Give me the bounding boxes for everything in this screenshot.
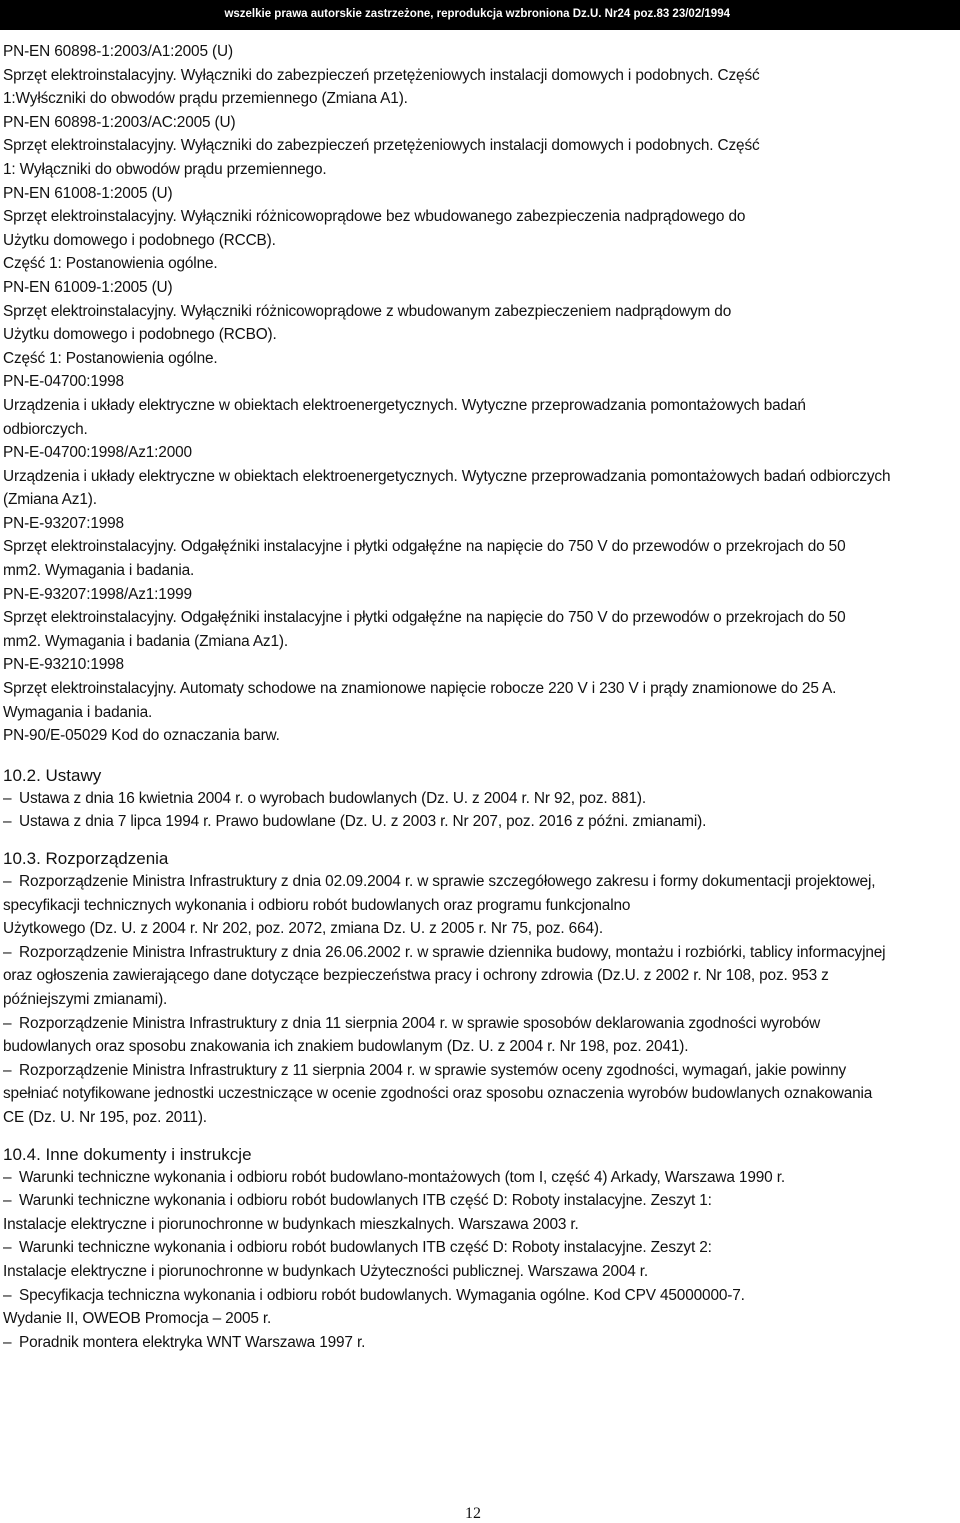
norm-line: PN-E-04700:1998 xyxy=(3,373,124,391)
list-item-text: Wydanie II, OWEOB Promocja – 2005 r. xyxy=(3,1310,272,1328)
norm-line: odbiorczych. xyxy=(3,420,88,438)
list-item xyxy=(3,1012,948,1036)
norm-line: Część 1: Postanowienia ogólne. xyxy=(3,349,218,367)
norm-line: Użytku domowego i podobnego (RCBO). xyxy=(3,326,277,344)
rozporzadzenia-list xyxy=(3,870,948,1130)
norm-line: PN-EN 60898-1:2003/AC:2005 (U) xyxy=(3,113,236,131)
norm-line: (Zmiana Az1). xyxy=(3,491,97,509)
list-item xyxy=(3,1260,948,1284)
list-item-text: Ustawa z dnia 16 kwietnia 2004 r. o wyrobach budowlanych (Dz. U. z 2004 r. Nr 92, poz. 881). xyxy=(19,789,646,807)
header-bar xyxy=(0,0,960,30)
list-item xyxy=(3,1082,948,1106)
list-item-text: Rozporządzenie Ministra Infrastruktury z dnia 11 sierpnia 2004 r. w sprawie sposobów deklarowania zgodności wyrobów xyxy=(19,1014,821,1032)
norm-line: mm2. Wymagania i badania. xyxy=(3,562,195,580)
dash-bullet: – xyxy=(3,813,12,831)
norm-line: Sprzęt elektroinstalacyjny. Wyłączniki różnicowoprądowe bez wbudowanego zabezpieczenia nadprądowego do xyxy=(3,208,746,226)
section-title-rozporzadzenia: 10.3. Rozporządzenia xyxy=(3,849,169,868)
norm-line: 1: Wyłączniki do obwodów prądu przemiennego. xyxy=(3,160,327,178)
list-item-text: spełniać notyfikowane jednostki uczestniczące w ocenie zgodności oraz sposobu oznaczenia wyrobów budowlanych oznakowania xyxy=(3,1085,873,1103)
header-copyright-text: wszelkie prawa autorskie zastrzeżone, reprodukcja wzbroniona Dz.U. Nr24 poz.83 23/02/1994 xyxy=(224,8,730,20)
norm-line: PN-90/E-05029 Kod do oznaczania barw. xyxy=(3,727,280,745)
norm-line: mm2. Wymagania i badania (Zmiana Az1). xyxy=(3,632,288,650)
norm-line: Użytku domowego i podobnego (RCCB). xyxy=(3,231,276,249)
list-item-text: Instalacje elektryczne i piorunochronne w budynkach Użyteczności publicznej. Warszawa 2004 r. xyxy=(3,1262,649,1280)
list-item-text: Warunki techniczne wykonania i odbioru robót budowlano-montażowych (tom I, część 4) Arkady, Warszawa 1990 r. xyxy=(19,1168,785,1186)
dash-bullet: – xyxy=(3,873,12,890)
norm-line: PN-E-93207:1998 xyxy=(3,514,124,532)
list-item xyxy=(3,894,948,918)
list-item xyxy=(3,787,948,811)
section-title-ustawy: 10.2. Ustawy xyxy=(3,765,102,785)
section-title-inne-dokumenty: 10.4. Inne dokumenty i instrukcje xyxy=(3,1144,252,1164)
list-item xyxy=(3,1213,948,1237)
list-item-text: Użytkowego (Dz. U. z 2004 r. Nr 202, poz. 2072, zmiana Dz. U. z 2005 r. Nr 75, poz. 664). xyxy=(3,920,603,938)
norm-line: PN-E-93210:1998 xyxy=(3,656,124,674)
list-item xyxy=(3,810,948,834)
list-item-text: Rozporządzenie Ministra Infrastruktury z dnia 02.09.2004 r. w sprawie szczegółowego zakresu i formy dokumentacji projektowej, xyxy=(19,873,876,890)
list-item-text: późniejszymi zmianami). xyxy=(3,990,168,1008)
list-item xyxy=(3,964,948,988)
norm-line: PN-E-04700:1998/Az1:2000 xyxy=(3,444,192,462)
norm-line: Wymagania i badania. xyxy=(3,703,153,721)
norm-line: Sprzęt elektroinstalacyjny. Wyłączniki do zabezpieczeń przetężeniowych instalacji domowych i podobnych. Część xyxy=(3,137,760,155)
norm-line: PN-EN 60898-1:2003/A1:2005 (U) xyxy=(3,43,233,60)
dash-bullet: – xyxy=(3,789,12,807)
norm-line: Urządzenia i układy elektryczne w obiektach elektroenergetycznych. Wytyczne przeprowadzania pomontażowych badań odbiorczych xyxy=(3,467,891,485)
norms-list xyxy=(3,40,948,748)
dash-bullet: – xyxy=(3,1061,12,1079)
dash-bullet: – xyxy=(3,1239,12,1257)
list-item-text: Warunki techniczne wykonania i odbioru robót budowlanych ITB część D: Roboty instalacyjne. Zeszyt 2: xyxy=(19,1239,712,1257)
list-item xyxy=(3,1106,948,1130)
inne-dokumenty-list xyxy=(3,1166,948,1355)
list-item xyxy=(3,1035,948,1059)
page-number: 12 xyxy=(465,1505,481,1522)
dash-bullet: – xyxy=(3,943,12,961)
list-item-text: Poradnik montera elektryka WNT Warszawa 1997 r. xyxy=(19,1333,366,1351)
list-item-text: Warunki techniczne wykonania i odbioru robót budowlanych ITB część D: Roboty instalacyjne. Zeszyt 1: xyxy=(19,1192,712,1210)
norm-line: Sprzęt elektroinstalacyjny. Odgałęźniki instalacyjne i płytki odgałęźne na napięcie do 750 V do przewodów o przekrojach do 50 xyxy=(3,609,846,627)
list-item-text: Ustawa z dnia 7 lipca 1994 r. Prawo budowlane (Dz. U. z 2003 r. Nr 207, poz. 2016 z późni. zmianami). xyxy=(19,813,707,831)
list-item-text: oraz ogłoszenia zawierającego dane dotyczące bezpieczeństwa pracy i ochrony zdrowia (Dz.U. z 2002 r. Nr 108, poz. 953 z xyxy=(3,967,829,985)
norm-line: PN-E-93207:1998/Az1:1999 xyxy=(3,585,192,603)
list-item-text: budowlanych oraz sposobu znakowania ich znakiem budowlanym (Dz. U. z 2004 r. Nr 198, poz. 2041). xyxy=(3,1038,689,1056)
dash-bullet: – xyxy=(3,1014,12,1032)
norm-line: 1:Wyłśczniki do obwodów prądu przemiennego (Zmiana A1). xyxy=(3,90,408,108)
list-item-text: Instalacje elektryczne i piorunochronne w budynkach mieszkalnych. Warszawa 2003 r. xyxy=(3,1215,579,1233)
list-item xyxy=(3,1284,948,1308)
list-item xyxy=(3,1189,948,1213)
norm-line: PN-EN 61008-1:2005 (U) xyxy=(3,184,173,202)
list-item xyxy=(3,1331,948,1355)
norm-line: Część 1: Postanowienia ogólne. xyxy=(3,255,218,273)
list-item xyxy=(3,1307,948,1331)
list-item-text: Rozporządzenie Ministra Infrastruktury z 11 sierpnia 2004 r. w sprawie systemów oceny zgodności, wymagań, jakie powinny xyxy=(19,1061,847,1079)
list-item-text: Specyfikacja techniczna wykonania i odbioru robót budowlanych. Wymagania ogólne. Kod CPV 45000000-7. xyxy=(19,1286,745,1304)
list-item xyxy=(3,1236,948,1260)
norm-line: Sprzęt elektroinstalacyjny. Odgałęźniki instalacyjne i płytki odgałęźne na napięcie do 750 V do przewodów o przekrojach do 50 xyxy=(3,538,846,556)
list-item xyxy=(3,870,948,894)
list-item xyxy=(3,941,948,965)
dash-bullet: – xyxy=(3,1192,12,1210)
list-item xyxy=(3,988,948,1012)
list-item xyxy=(3,1166,948,1190)
dash-bullet: – xyxy=(3,1286,12,1304)
document-body xyxy=(3,40,948,1354)
dash-bullet: – xyxy=(3,1168,12,1186)
norm-line: Sprzęt elektroinstalacyjny. Wyłączniki do zabezpieczeń przetężeniowych instalacji domowych i podobnych. Część xyxy=(3,66,760,84)
list-item-text: Rozporządzenie Ministra Infrastruktury z dnia 26.06.2002 r. w sprawie dziennika budowy, montażu i rozbiórki, tablicy informacyjnej xyxy=(19,943,886,961)
list-item xyxy=(3,1059,948,1083)
norm-line: PN-EN 61009-1:2005 (U) xyxy=(3,278,173,296)
norm-line: Sprzęt elektroinstalacyjny. Wyłączniki różnicowoprądowe z wbudowanym zabezpieczeniem nadprądowym do xyxy=(3,302,732,320)
norm-line: Urządzenia i układy elektryczne w obiektach elektroenergetycznych. Wytyczne przeprowadzania pomontażowych badań xyxy=(3,396,806,414)
ustawy-list xyxy=(3,787,948,834)
list-item-text: specyfikacji technicznych wykonania i odbioru robót budowlanych oraz programu funkcjonalno xyxy=(3,896,631,914)
norm-line: Sprzęt elektroinstalacyjny. Automaty schodowe na znamionowe napięcie robocze 220 V i 230 V i prądy znamionowe do 25 A. xyxy=(3,680,837,698)
list-item-text: CE (Dz. U. Nr 195, poz. 2011). xyxy=(3,1108,207,1126)
list-item xyxy=(3,917,948,941)
dash-bullet: – xyxy=(3,1333,12,1351)
